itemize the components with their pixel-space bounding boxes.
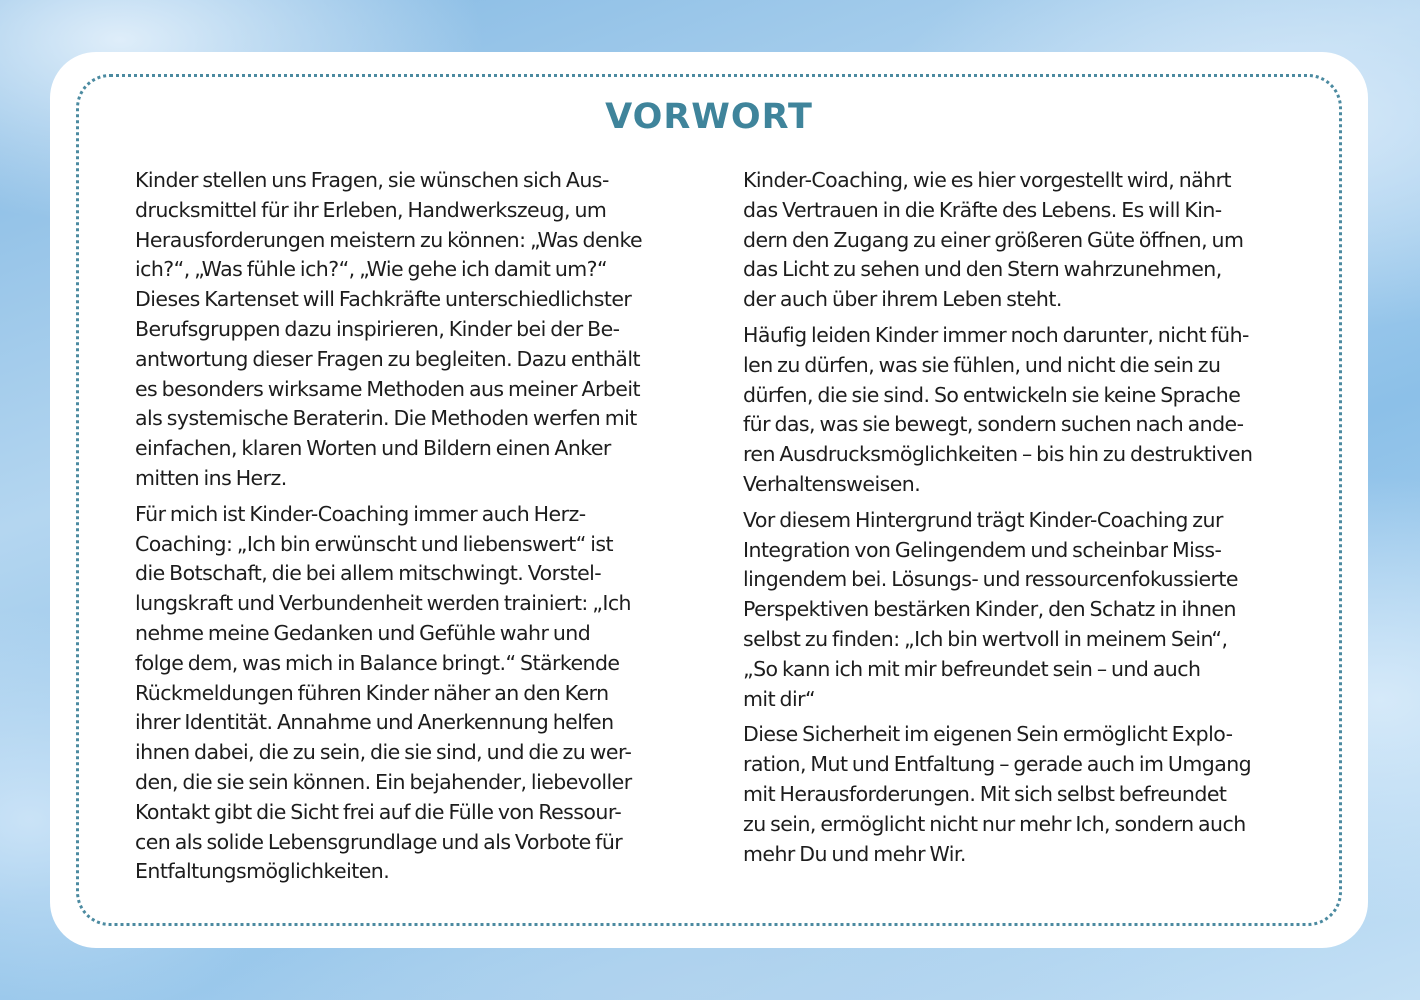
right-column	[743, 166, 1291, 875]
paragraph: Kinder stellen uns Fragen, sie wünschen sich Aus- drucksmittel für ihr Erleben, Handwerkszeug, um Herausforderungen meistern zu können: „Was denke ich?“, „Was fühle ich?“, „Wie gehe ich damit um?“ Dieses Kartenset will Fachkräfte unterschiedlichster Berufsgruppen dazu inspirieren, Kinder bei der Be- antwortung dieser Fragen zu begleiten. Dazu enthält es besonders wirksame Methoden aus meiner Arbeit als systemische Beraterin. Die Methoden werfen mit einfachen, klaren Worten und Bildern einen Anker mitten ins Herz.	[135, 168, 643, 490]
left-column	[135, 166, 683, 893]
paragraph: Diese Sicherheit im eigenen Sein ermöglicht Explo- ration, Mut und Entfaltung – gerade auch im Umgang mit Herausforderungen. Mit sich selbst befreundet zu sein, ermöglicht nicht nur mehr Ich, sondern auch mehr Du und mehr Wir.	[743, 722, 1252, 866]
paragraph: Häufig leiden Kinder immer noch darunter, nicht füh- len zu dürfen, was sie fühlen, und nicht die sein zu dürfen, die sie sind. So entwickeln sie keine Sprache für das, was sie bewegt, sondern suchen nach ande- ren Ausdrucksmöglichkeiten – bis hin zu destruktiven Verhaltensweisen.	[743, 322, 1253, 496]
content-card	[50, 52, 1368, 948]
page-title: VORWORT	[605, 97, 813, 137]
paragraph: Für mich ist Kinder-Coaching immer auch Herz- Coaching: „Ich bin erwünscht und liebenswert“ ist die Botschaft, die bei allem mitschwingt. Vorstel- lungskraft und Verbundenheit werden trainiert: „Ich nehme meine Gedanken und Gefühle wahr und folge dem, was mich in Balance bringt.“ Stärkende Rückmeldungen führen Kinder näher an den Kern ihrer Identität. Annahme und Anerkennung helfen ihnen dabei, die zu sein, die sie sind, und die zu wer- den, die sie sein können. Ein bejahender, liebevoller Kontakt gibt die Sicht frei auf die Fülle von Ressour- cen als solide Lebensgrundlage und als Vorbote für Entfaltungsmöglichkeiten.	[135, 501, 632, 884]
paragraph: Vor diesem Hintergrund trägt Kinder-Coaching zur Integration von Gelingendem und scheinbar Miss- lingendem bei. Lösungs- und ressourcenfokussierte Perspektiven bestärken Kinder, den Schatz in ihnen selbst zu finden: „Ich bin wertvoll in meinem Sein“, „So kann ich mit mir befreundet sein – und auch mit dir“	[743, 507, 1238, 711]
paragraph: Kinder-Coaching, wie es hier vorgestellt wird, nährt das Vertrauen in die Kräfte des Lebens. Es will Kin- dern den Zugang zu einer größeren Güte öffnen, um das Licht zu sehen und den Stern wahrzunehmen, der auch über ihrem Leben steht.	[743, 168, 1244, 312]
